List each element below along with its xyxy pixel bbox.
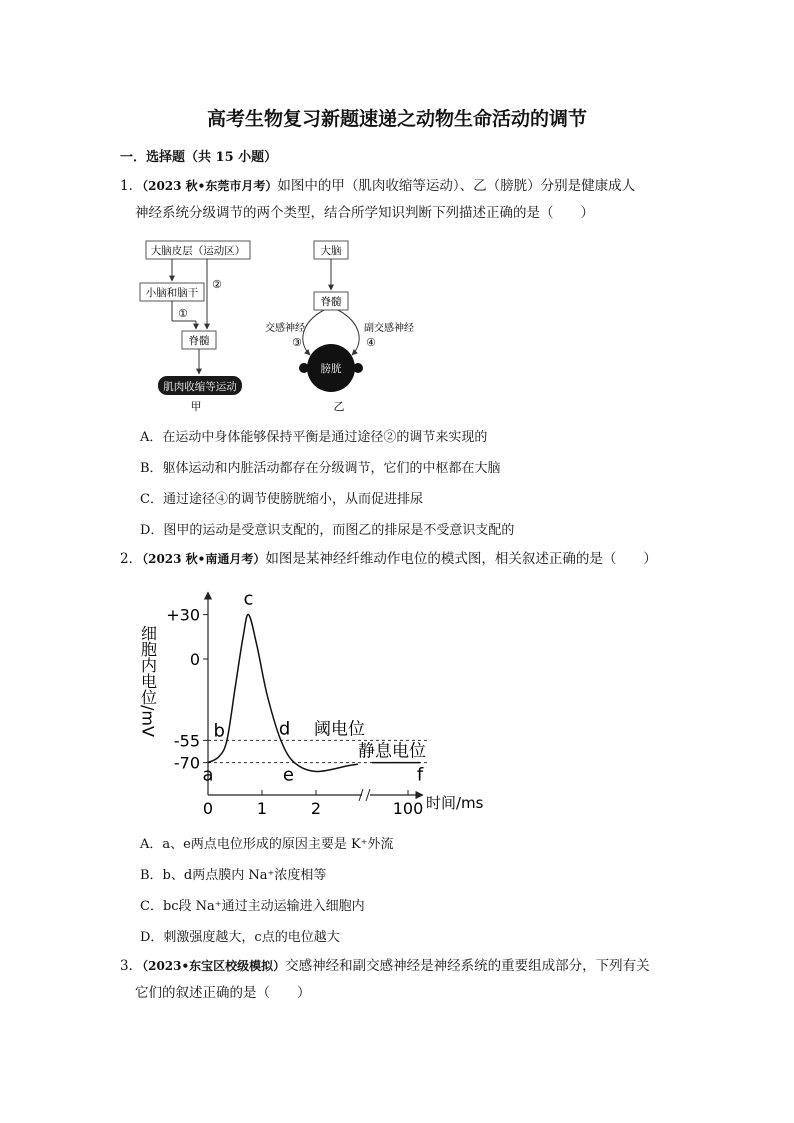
q2-option-c: C．bc段 Na⁺通过主动运输进入细胞内: [140, 899, 365, 914]
box-spinal-cord-jia: 脊髓: [188, 335, 210, 347]
potential-curve: [208, 615, 358, 772]
bladder-label: 膀胱: [320, 363, 342, 375]
q1-option-b: B．躯体运动和内脏活动都存在分级调节，它们的中枢都在大脑: [140, 461, 501, 476]
q1-option-c: C．通过途径④的调节使膀胱缩小，从而促进排尿: [140, 492, 423, 507]
path-2-label: ②: [212, 278, 222, 291]
box-cerebellum-brainstem: 小脑和脑干: [145, 287, 199, 299]
question-source: （2023•东宝区校级模拟）: [142, 959, 286, 973]
question-text: 神经系统分级调节的两个类型，结合所学知识判断下列描述正确的是（ ）: [135, 205, 594, 221]
y-tick-label: +30: [166, 605, 200, 625]
path-4-label: ④: [366, 336, 376, 349]
question-1-stem: [120, 173, 680, 227]
parasympathetic-label: 副交感神经: [364, 323, 414, 334]
caption-jia: 甲: [190, 400, 202, 413]
question-number: 3．: [120, 958, 143, 974]
y-tick-label: -70: [173, 753, 200, 773]
question-1-line-1: [120, 173, 680, 200]
question-text: 如图中的甲（肌肉收缩等运动）、乙（膀胱）分别是健康成人: [277, 178, 636, 194]
path-3-label: ③: [292, 336, 302, 349]
question-text: 如图是某神经纤维动作电位的模式图，相关叙述正确的是（ ）: [265, 551, 657, 567]
question-source: （2023 秋•南通月考）: [142, 552, 266, 566]
box-spinal-cord-yi: 脊髓: [320, 296, 342, 308]
figure-yi: [265, 241, 414, 413]
point-label-c: c: [243, 588, 254, 610]
q2-option-a: A．a、e两点电位形成的原因主要是 K⁺外流: [140, 837, 394, 852]
question-text: 它们的叙述正确的是（ ）: [135, 985, 311, 1001]
y-tick-label: -55: [173, 731, 200, 751]
y-axis-label: 细胞内电位/mV: [138, 625, 158, 737]
point-label-f: f: [416, 764, 424, 786]
question-3-line-1: [120, 953, 690, 980]
x-tick-label: 1: [256, 799, 268, 818]
question-3-line-2: [120, 980, 690, 1007]
question-3-stem: [120, 953, 690, 1007]
question-2-stem: [120, 546, 690, 573]
reference-line-label: 阈电位: [314, 719, 365, 740]
sympathetic-label: 交感神经: [265, 323, 305, 334]
box-cerebral-cortex: 大脑皮层（运动区）: [150, 245, 246, 257]
question-1-line-2: [120, 200, 680, 227]
caption-yi: 乙: [333, 400, 345, 413]
reference-line-label: 静息电位: [358, 741, 426, 762]
x-tick-label: 100: [392, 799, 424, 818]
q1-option-a: A．在运动中身体能够保持平衡是通过途径②的调节来实现的: [140, 430, 488, 445]
y-tick-label: 0: [189, 650, 200, 669]
point-label-a: a: [202, 764, 214, 786]
point-label-b: b: [213, 720, 225, 742]
question-source: （2023 秋•东莞市月考）: [142, 179, 278, 193]
x-tick-label: 2: [310, 799, 322, 818]
x-axis-label: 时间/ms: [426, 794, 484, 812]
point-label-e: e: [282, 764, 294, 786]
path-1-label: ①: [178, 307, 188, 320]
q2-option-b: B．b、d两点膜内 Na⁺浓度相等: [140, 868, 327, 883]
section-heading: 一．选择题（共 15 小题）: [120, 150, 278, 165]
box-muscle-contraction: 肌肉收缩等运动: [163, 381, 237, 393]
action-potential-chart: [130, 585, 510, 820]
question-number: 1．: [120, 178, 143, 194]
question-number: 2．: [120, 551, 143, 567]
point-label-d: d: [278, 718, 291, 740]
q2-option-d: D．刺激强度越大，c点的电位越大: [140, 930, 340, 945]
question-text: 交感神经和副交感神经是神经系统的重要组成部分，下列有关: [285, 958, 650, 974]
page-title: 高考生物复习新题速递之动物生命活动的调节: [206, 108, 587, 130]
figure-jia: [140, 241, 250, 413]
q1-option-d: D．图甲的运动是受意识支配的，而图乙的排尿是不受意识支配的: [140, 523, 515, 538]
question-1-figure: [138, 235, 458, 415]
box-brain: 大脑: [320, 245, 342, 257]
x-tick-label: 0: [202, 799, 214, 818]
